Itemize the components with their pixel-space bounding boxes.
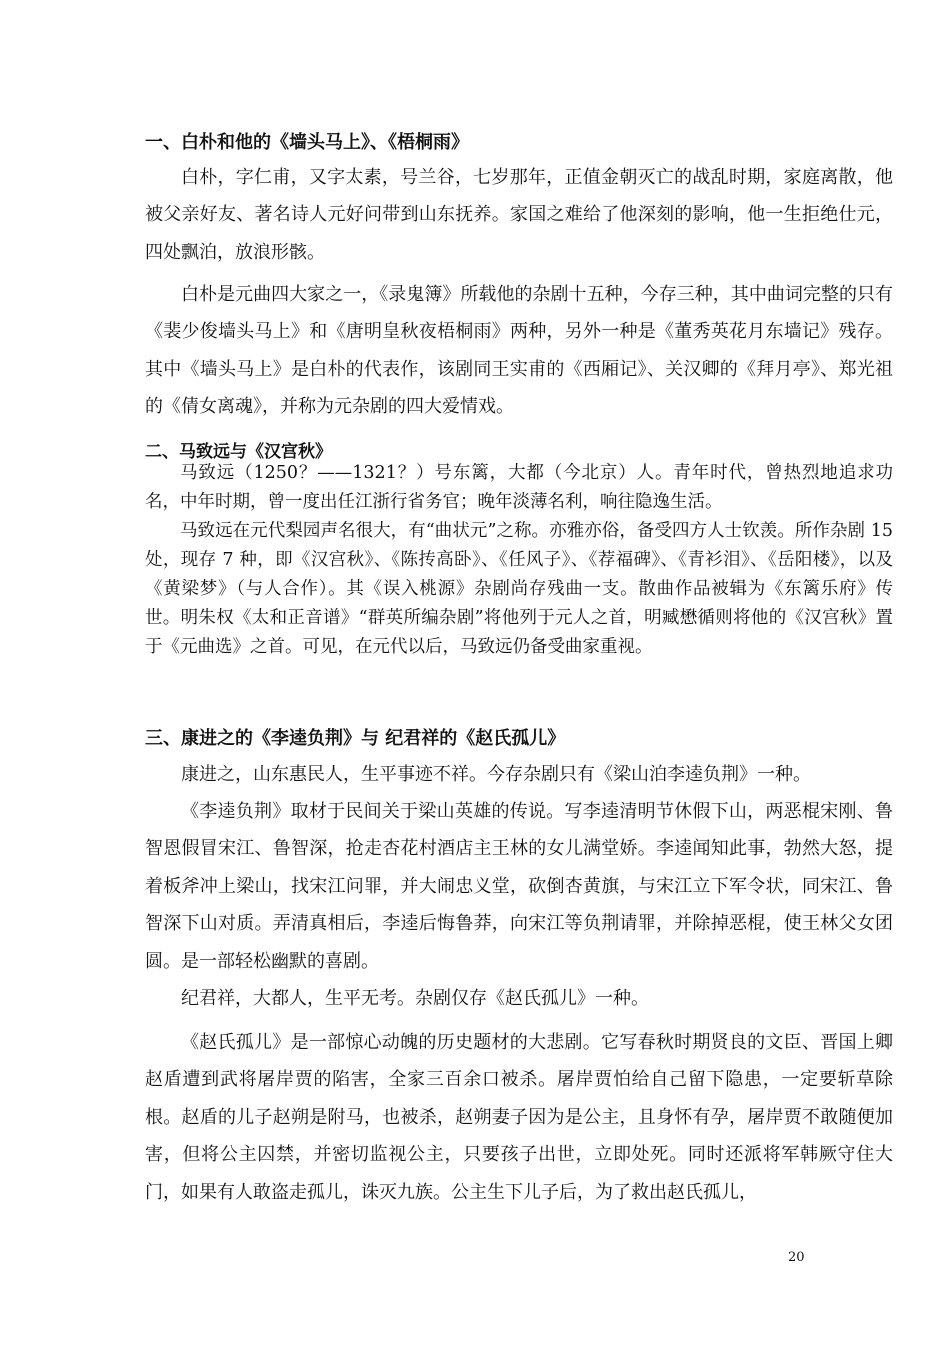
paragraph-kang-jinzhi-bio: 康进之，山东惠民人，生平事迹不祥。今存杂剧只有《梁山泊李逵负荆》一种。	[181, 764, 811, 785]
section-heading-bai-pu: 一、白朴和他的《墙头马上》、《梧桐雨》	[145, 132, 469, 153]
paragraph-zhao-orphan: 《赵氏孤儿》是一部惊心动魄的历史题材的大悲剧。它写春秋时期贤良的文臣、晋国上卿赵盾遭到武将屠岸贾的陷害，全家三百余口被杀。屠岸贾怕给自己留下隐患，一定要斩草除根。赵盾的儿子赵朔是附马，也被杀，赵朔妻子因为是公主，且身怀有孕，屠岸贾不敢随便加害，但将公主囚禁，并密切监视公主，只要孩子出世，立即处死。同时还派将军韩厥守住大门，如果有人敢盗走孤儿，诛灭九族。公主生下儿子后，为了救出赵氏孤儿，	[145, 1032, 893, 1203]
paragraph-ma-zhiyuan-works: 马致远在元代梨园声名很大，有“曲状元”之称。亦雅亦俗，备受四方人士钦羡。所作杂剧 15 处，现存 7 种，即《汉宫秋》、《陈抟高卧》、《任风子》、《荐福碑》、《青衫泪》、《岳阳楼》，以及《黄梁梦》（与人合作）。其《误入桃源》杂剧尚存残曲一支。散曲作品被辑为《东篱乐府》传世。明朱权《太和正音谱》“群英所编杂剧”将他列于元人之首，明臧懋循则将他的《汉宫秋》置于《元曲选》之首。可见，在元代以后，马致远仍备受曲家重视。	[145, 521, 893, 657]
paragraph-li-kui-fujing: 《李逵负荆》取材于民间关于梁山英雄的传说。写李逵清明节休假下山，两恶棍宋刚、鲁智恩假冒宋江、鲁智深，抢走杏花村酒店主王林的女儿满堂娇。李逵闻知此事，勃然大怒，提着板斧冲上梁山，找宋江问罪，并大闹忠义堂，砍倒杏黄旗，与宋江立下军令状，同宋江、鲁智深下山对质。弄清真相后，李逵后悔鲁莽，向宋江等负荆请罪，并除掉恶棍，使王林父女团圆。是一部轻松幽默的喜剧。	[145, 801, 893, 972]
section-heading-kang-ji: 三、康进之的《李逵负荆》与 纪君祥的《赵氏孤儿》	[145, 728, 566, 749]
paragraph-bai-pu-bio: 白朴，字仁甫，又字太素，号兰谷，七岁那年，正值金朝灭亡的战乱时期，家庭离散，他被父亲好友、著名诗人元好问带到山东抚养。家国之难给了他深刻的影响，他一生拒绝仕元，四处飘泊，放浪形骸。	[145, 167, 893, 263]
page-number: 20	[788, 1250, 805, 1265]
paragraph-bai-pu-works: 白朴是元曲四大家之一，《录鬼簿》所载他的杂剧十五种，今存三种，其中曲词完整的只有《裴少俊墙头马上》和《唐明皇秋夜梧桐雨》两种，另外一种是《董秀英花月东墙记》残存。其中《墙头马上》是白朴的代表作，该剧同王实甫的《西厢记》、关汉卿的《拜月亭》、郑光祖的《倩女离魂》，并称为元杂剧的四大爱情戏。	[145, 284, 893, 418]
section-heading-ma-zhiyuan: 二、马致远与《汉宫秋》	[145, 442, 332, 462]
paragraph-ma-zhiyuan-bio: 马致远（1250？——1321？）号东篱，大都（今北京）人。青年时代，曾热烈地追求功名，中年时期，曾一度出任江浙行省务官；晚年淡薄名利，响往隐逸生活。	[145, 463, 893, 512]
paragraph-ji-junxiang-bio: 纪君祥，大都人，生平无考。杂剧仅存《赵氏孤儿》一种。	[181, 988, 649, 1009]
